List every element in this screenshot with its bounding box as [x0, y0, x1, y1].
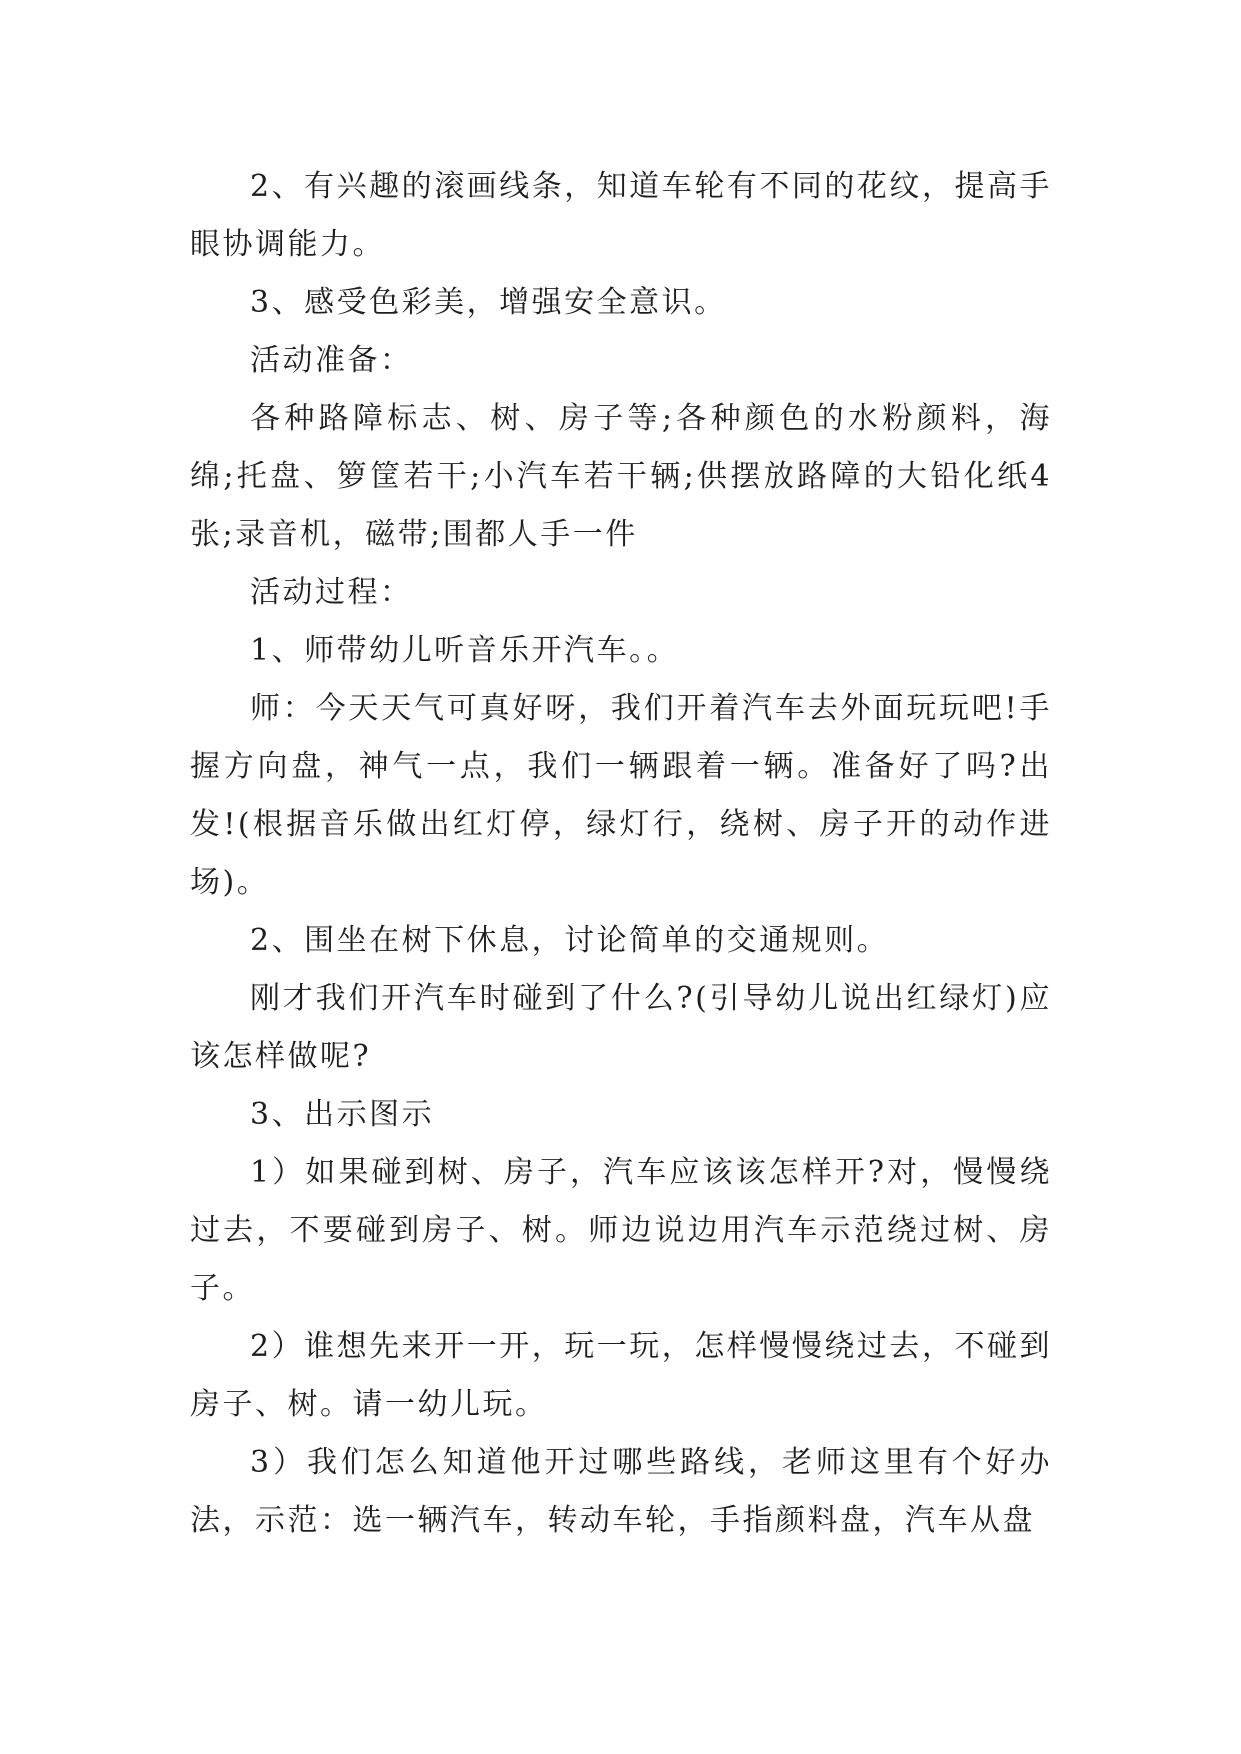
paragraph-substep-2: 2）谁想先来开一开，玩一玩，怎样慢慢绕过去，不碰到房子、树。请一幼儿玩。 — [190, 1329, 1052, 1422]
paragraph-materials: 各种路障标志、树、房子等;各种颜色的水粉颜料，海绵;托盘、箩筐若干;小汽车若干辆;供摆放路障的大铅化纸4张;录音机，磁带;围都人手一件 — [190, 401, 1052, 552]
paragraph-substep-3: 3）我们怎么知道他开过哪些路线，老师这里有个好办法，示范：选一辆汽车，转动车轮，手指颜料盘，汽车从盘 — [190, 1445, 1052, 1538]
paragraph-step-3: 3、出示图示 — [250, 1097, 435, 1132]
paragraph-question: 刚才我们开汽车时碰到了什么?(引导幼儿说出红绿灯)应该怎样做呢? — [190, 981, 1052, 1074]
paragraph-goal-3: 3、感受色彩美，增强安全意识。 — [250, 285, 727, 320]
paragraph-step-1: 1、师带幼儿听音乐开汽车。。 — [250, 633, 680, 668]
paragraph-teacher-speech: 师：今天天气可真好呀，我们开着汽车去外面玩玩吧!手握方向盘，神气一点，我们一辆跟着一辆。准备好了吗?出发!(根据音乐做出红灯停，绿灯行，绕树、房子开的动作进场)。 — [190, 691, 1052, 900]
heading-preparation: 活动准备： — [250, 343, 413, 378]
document-body — [190, 158, 1052, 1550]
paragraph-goal-2: 2、有兴趣的滚画线条，知道车轮有不同的花纹，提高手眼协调能力。 — [190, 169, 1052, 262]
heading-process: 活动过程： — [250, 575, 413, 610]
paragraph-step-2: 2、围坐在树下休息，讨论简单的交通规则。 — [250, 923, 890, 958]
paragraph-substep-1: 1）如果碰到树、房子，汽车应该该怎样开?对，慢慢绕过去，不要碰到房子、树。师边说边用汽车示范绕过树、房子。 — [190, 1155, 1052, 1306]
